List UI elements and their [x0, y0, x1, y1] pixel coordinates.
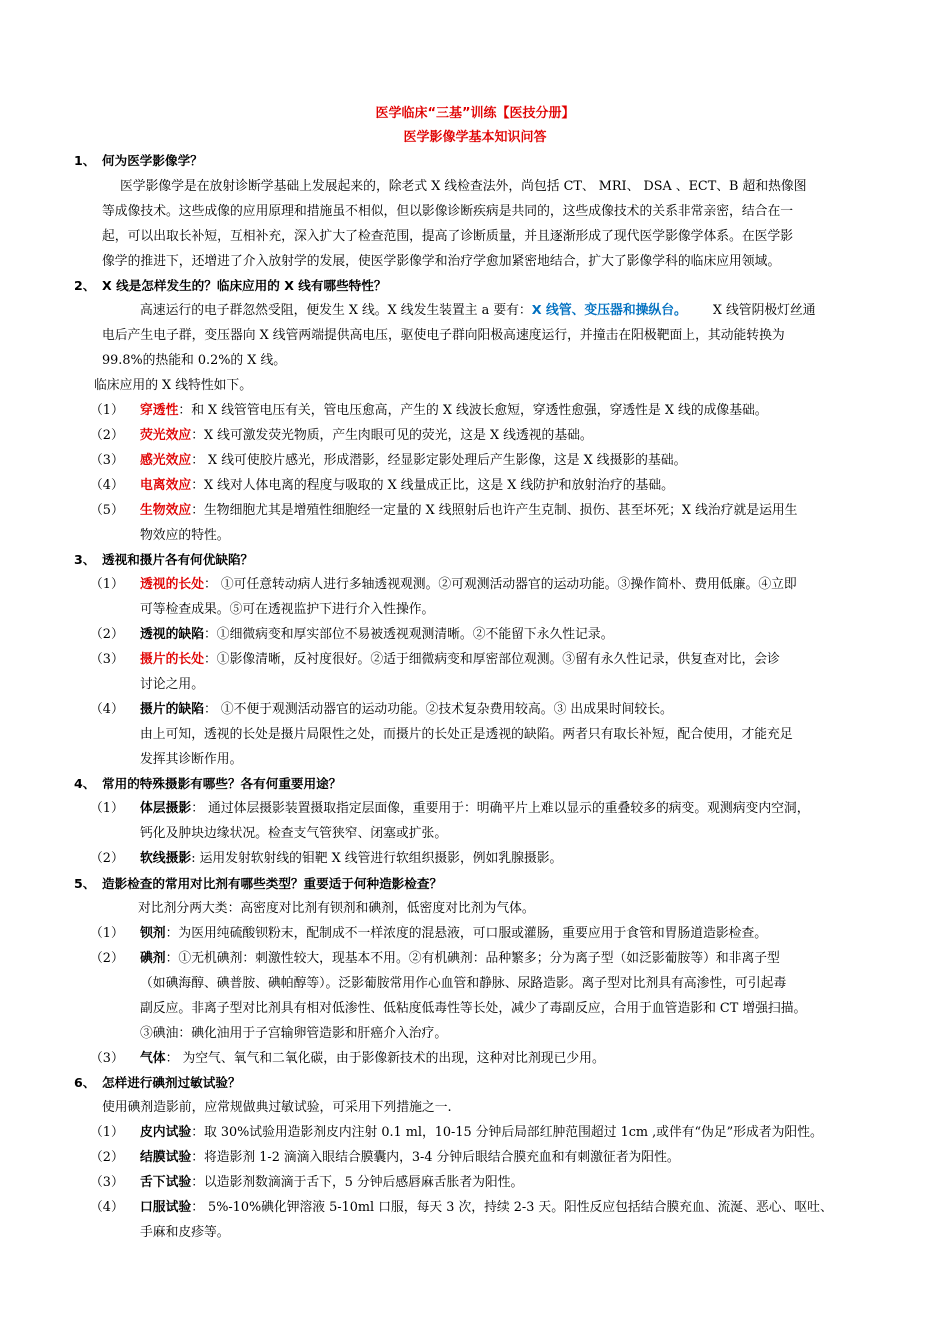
item-text: ： X 线可使胶片感光，形成潜影，经显影定影处理后产生影像，这是 X 线摄影的基础。: [191, 453, 687, 468]
q6-item: [140, 1197, 833, 1219]
q3-summary-line: 由上可知，透视的长处是摄片局限性之处，而摄片的长处正是透视的缺陷。两者只有取长补短，配合使用，才能充足: [140, 727, 793, 742]
question-title: 怎样进行碘剂过敏试验？: [102, 1075, 241, 1090]
item-label: 气体: [140, 1051, 166, 1066]
item-label: 摄片的长处: [140, 652, 204, 667]
q3-item-continuation: 可等检查成果。⑤可在透视监护下进行介入性操作。: [140, 602, 435, 617]
q2-paragraph-line: 电后产生电子群，变压器向 X 线管两端提供高电压，驱使电子群向阳极高速度运行，并撞击在阳极靶面上，其动能转换为: [102, 328, 785, 343]
item-number: （1）: [90, 926, 124, 941]
q5-item-continuation: （如碘海醇、碘普胺、碘帕醇等）。泛影葡胺常用作心血管和静脉、尿路造影。离子型对比剂具有高渗性，可引起毒: [140, 976, 787, 991]
q2-highlight: X 线管、变压器和操纵台。: [531, 303, 687, 318]
item-number: （1）: [90, 801, 124, 816]
q1-paragraph-line: 医学影像学是在放射诊断学基础上发展起来的，除老式 X 线检查法外，尚包括 CT、 MRI、 DSA 、ECT、B 超和热像图: [120, 179, 807, 194]
item-text: ：X 线对人体电离的程度与吸取的 X 线量成正比，这是 X 线防护和放射治疗的基础。: [191, 478, 674, 493]
item-label: 碘剂: [140, 951, 166, 966]
item-text: ： 5%-10%碘化钾溶液 5-10ml 口服，每天 3 次，持续 2-3 天。阳性反应包括结合膜充血、流涎、恶心、呕吐、: [191, 1200, 833, 1215]
item-label: 口服试验: [140, 1200, 192, 1215]
item-text: ：以造影剂数滴滴于舌下，5 分钟后感唇麻舌胀者为阳性。: [191, 1175, 524, 1190]
q4-item-continuation: 钙化及肿块边缘状况。检查支气管狭窄、闭塞或扩张。: [140, 826, 448, 841]
item-text: ： 通过体层摄影装置摄取指定层面像，重要用于：明确平片上难以显示的重叠较多的病变。观测病变内空洞，: [191, 801, 810, 816]
item-text: ：取 30%试验用造影剂皮内注射 0.1 ml，10-15 分钟后局部红肿范围超过 1cm ,或伴有“伪足”形成者为阳性。: [191, 1125, 823, 1140]
item-number: （2）: [90, 951, 124, 966]
item-text: ：为医用纯硫酸钡粉末，配制成不一样浓度的混悬液，可口服或灌肠，重要应用于食管和胃肠道造影检查。: [165, 926, 768, 941]
q3-item: [140, 649, 780, 671]
question-number: 4、: [74, 776, 96, 791]
q5-item: [140, 948, 780, 970]
q2-item: [140, 450, 686, 472]
item-text: ：X 线可激发荧光物质，产生肉眼可见的荧光，这是 X 线透视的基础。: [191, 428, 593, 443]
q3-item: [140, 574, 797, 596]
q5-intro: 对比剂分两大类：高密度对比剂有钡剂和碘剂，低密度对比剂为气体。: [138, 901, 535, 916]
item-label: 感光效应: [140, 453, 192, 468]
item-number: （4）: [90, 1200, 124, 1215]
question-number: 1、: [74, 153, 96, 168]
q2-paragraph-line: [140, 300, 816, 322]
item-label: 结膜试验: [140, 1150, 192, 1165]
item-number: （2）: [90, 1150, 124, 1165]
q2-item-continuation: 物效应的特性。: [140, 528, 230, 543]
document-subtitle: 医学影像学基本知识问答: [403, 130, 547, 145]
item-label: 穿透性: [140, 403, 179, 418]
item-label: 透视的长处: [140, 577, 204, 592]
q5-item-continuation: ③碘油：碘化油用于子宫输卵管造影和肝癌介入治疗。: [140, 1026, 448, 1041]
item-text: ： ①可任意转动病人进行多轴透视观测。②可观测活动器官的运动功能。③操作简朴、费用低廉。④立即: [203, 577, 797, 592]
item-label: 生物效应: [140, 503, 192, 518]
item-label: 舌下试验: [140, 1175, 192, 1190]
q5-item: [140, 923, 767, 945]
q2-item: [140, 500, 797, 522]
q2-paragraph-line: 99.8%的热能和 0.2%的 X 线。: [102, 353, 287, 368]
question-title: X 线是怎样发生的？临床应用的 X 线有哪些特性？: [102, 278, 387, 293]
question-title: 常用的特殊摄影有哪些？各有何重要用途？: [102, 776, 342, 791]
q3-item: [140, 699, 673, 721]
question-number: 3、: [74, 552, 96, 567]
item-label: 透视的缺陷: [140, 627, 204, 642]
q6-item: [140, 1122, 823, 1144]
question-number: 5、: [74, 876, 96, 891]
item-text: ：①细微病变和厚实部位不易被透视观测清晰。②不能留下永久性记录。: [203, 627, 614, 642]
item-number: （5）: [90, 503, 124, 518]
item-label: 摄片的缺陷: [140, 702, 204, 717]
q4-item: [140, 798, 810, 820]
q2-item: [140, 425, 593, 447]
q5-item-continuation: 副反应。非离子型对比剂具有相对低渗性、低粘度低毒性等长处，减少了毒副反应，合用于血管造影和 CT 增强扫描。: [140, 1001, 807, 1016]
item-number: （2）: [90, 851, 124, 866]
q1-paragraph-line: 起，可以出取长补短，互相补充，深入扩大了检查范围，提高了诊断质量，并且逐渐形成了现代医学影像学体系。在医学影: [102, 229, 794, 244]
item-label: 电离效应: [140, 478, 192, 493]
item-text: ：①无机碘剂：刺激性较大，现基本不用。②有机碘剂：品种繁多；分为离子型（如泛影葡胺等）和非离子型: [165, 951, 780, 966]
item-number: （3）: [90, 453, 124, 468]
item-label: 钡剂: [140, 926, 166, 941]
document-title: 医学临床“三基”训练【医技分册】: [375, 106, 575, 121]
item-text: ： ①不便于观测活动器官的运动功能。②技术复杂费用较高。③ 出成果时间较长。: [203, 702, 673, 717]
item-label: 体层摄影: [140, 801, 192, 816]
item-text: : 运用发射软射线的钼靶 X 线管进行软组织摄影，例如乳腺摄影。: [191, 851, 563, 866]
item-number: （3）: [90, 1175, 124, 1190]
q2-item: [140, 400, 768, 422]
item-label: 软线摄影: [140, 851, 192, 866]
q6-item-continuation: 手麻和皮疹等。: [140, 1225, 230, 1240]
item-number: （1）: [90, 577, 124, 592]
q6-item: [140, 1172, 523, 1194]
question-title: 何为医学影像学？: [102, 153, 203, 168]
item-number: （2）: [90, 627, 124, 642]
item-number: （2）: [90, 428, 124, 443]
q1-paragraph-line: 等成像技术。这些成像的应用原理和措施虽不相似，但以影像诊断疾病是共同的，这些成像技术的关系非常亲密，结合在一: [102, 204, 794, 219]
q2-text: 高速运行的电子群忽然受阻，便发生 X 线。X 线发生装置主 a 要有：: [140, 303, 532, 318]
q3-item: [140, 624, 613, 646]
item-number: （1）: [90, 403, 124, 418]
q1-paragraph-line: 像学的推进下，还增进了介入放射学的发展，使医学影像学和治疗学愈加紧密地结合，扩大了影像学科的临床应用领域。: [102, 254, 781, 269]
question-title: 造影检查的常用对比剂有哪些类型？重要适于何种造影检查？: [102, 876, 443, 891]
question-title: 透视和摄片各有何优缺陷？: [102, 552, 254, 567]
item-text: ：和 X 线管管电压有关，管电压愈高，产生的 X 线波长愈短，穿透性愈强，穿透性是 X 线的成像基础。: [178, 403, 768, 418]
question-number: 2、: [74, 278, 96, 293]
item-text: ： 为空气、氧气和二氧化碳，由于影像新技术的出现，这种对比剂现已少用。: [165, 1051, 605, 1066]
q4-item: [140, 848, 562, 870]
item-text: ：将造影剂 1-2 滴滴入眼结合膜囊内，3-4 分钟后眼结合膜充血和有刺激征者为阳性。: [191, 1150, 680, 1165]
q3-item-continuation: 讨论之用。: [140, 677, 204, 692]
q2-item: [140, 475, 674, 497]
item-text: ：①影像清晰，反衬度很好。②适于细微病变和厚密部位观测。③留有永久性记录，供复查对比，会诊: [203, 652, 780, 667]
q3-summary-line: 发挥其诊断作用。: [140, 752, 243, 767]
item-number: （3）: [90, 1051, 124, 1066]
item-text: ：生物细胞尤其是增殖性细胞经一定量的 X 线照射后也许产生克制、损伤、甚至坏死；X 线治疗就是运用生: [191, 503, 798, 518]
q2-paragraph-line: 临床应用的 X 线特性如下。: [94, 378, 253, 393]
q6-intro: 使用碘剂造影前，应常规做典过敏试验，可采用下列措施之一.: [102, 1100, 452, 1115]
item-label: 荧光效应: [140, 428, 192, 443]
q5-item: [140, 1048, 605, 1070]
item-number: （4）: [90, 702, 124, 717]
item-number: （4）: [90, 478, 124, 493]
question-number: 6、: [74, 1075, 96, 1090]
item-label: 皮内试验: [140, 1125, 192, 1140]
item-number: （1）: [90, 1125, 124, 1140]
item-number: （3）: [90, 652, 124, 667]
q2-text: X 线管阴极灯丝通: [712, 303, 816, 318]
q6-item: [140, 1147, 680, 1169]
